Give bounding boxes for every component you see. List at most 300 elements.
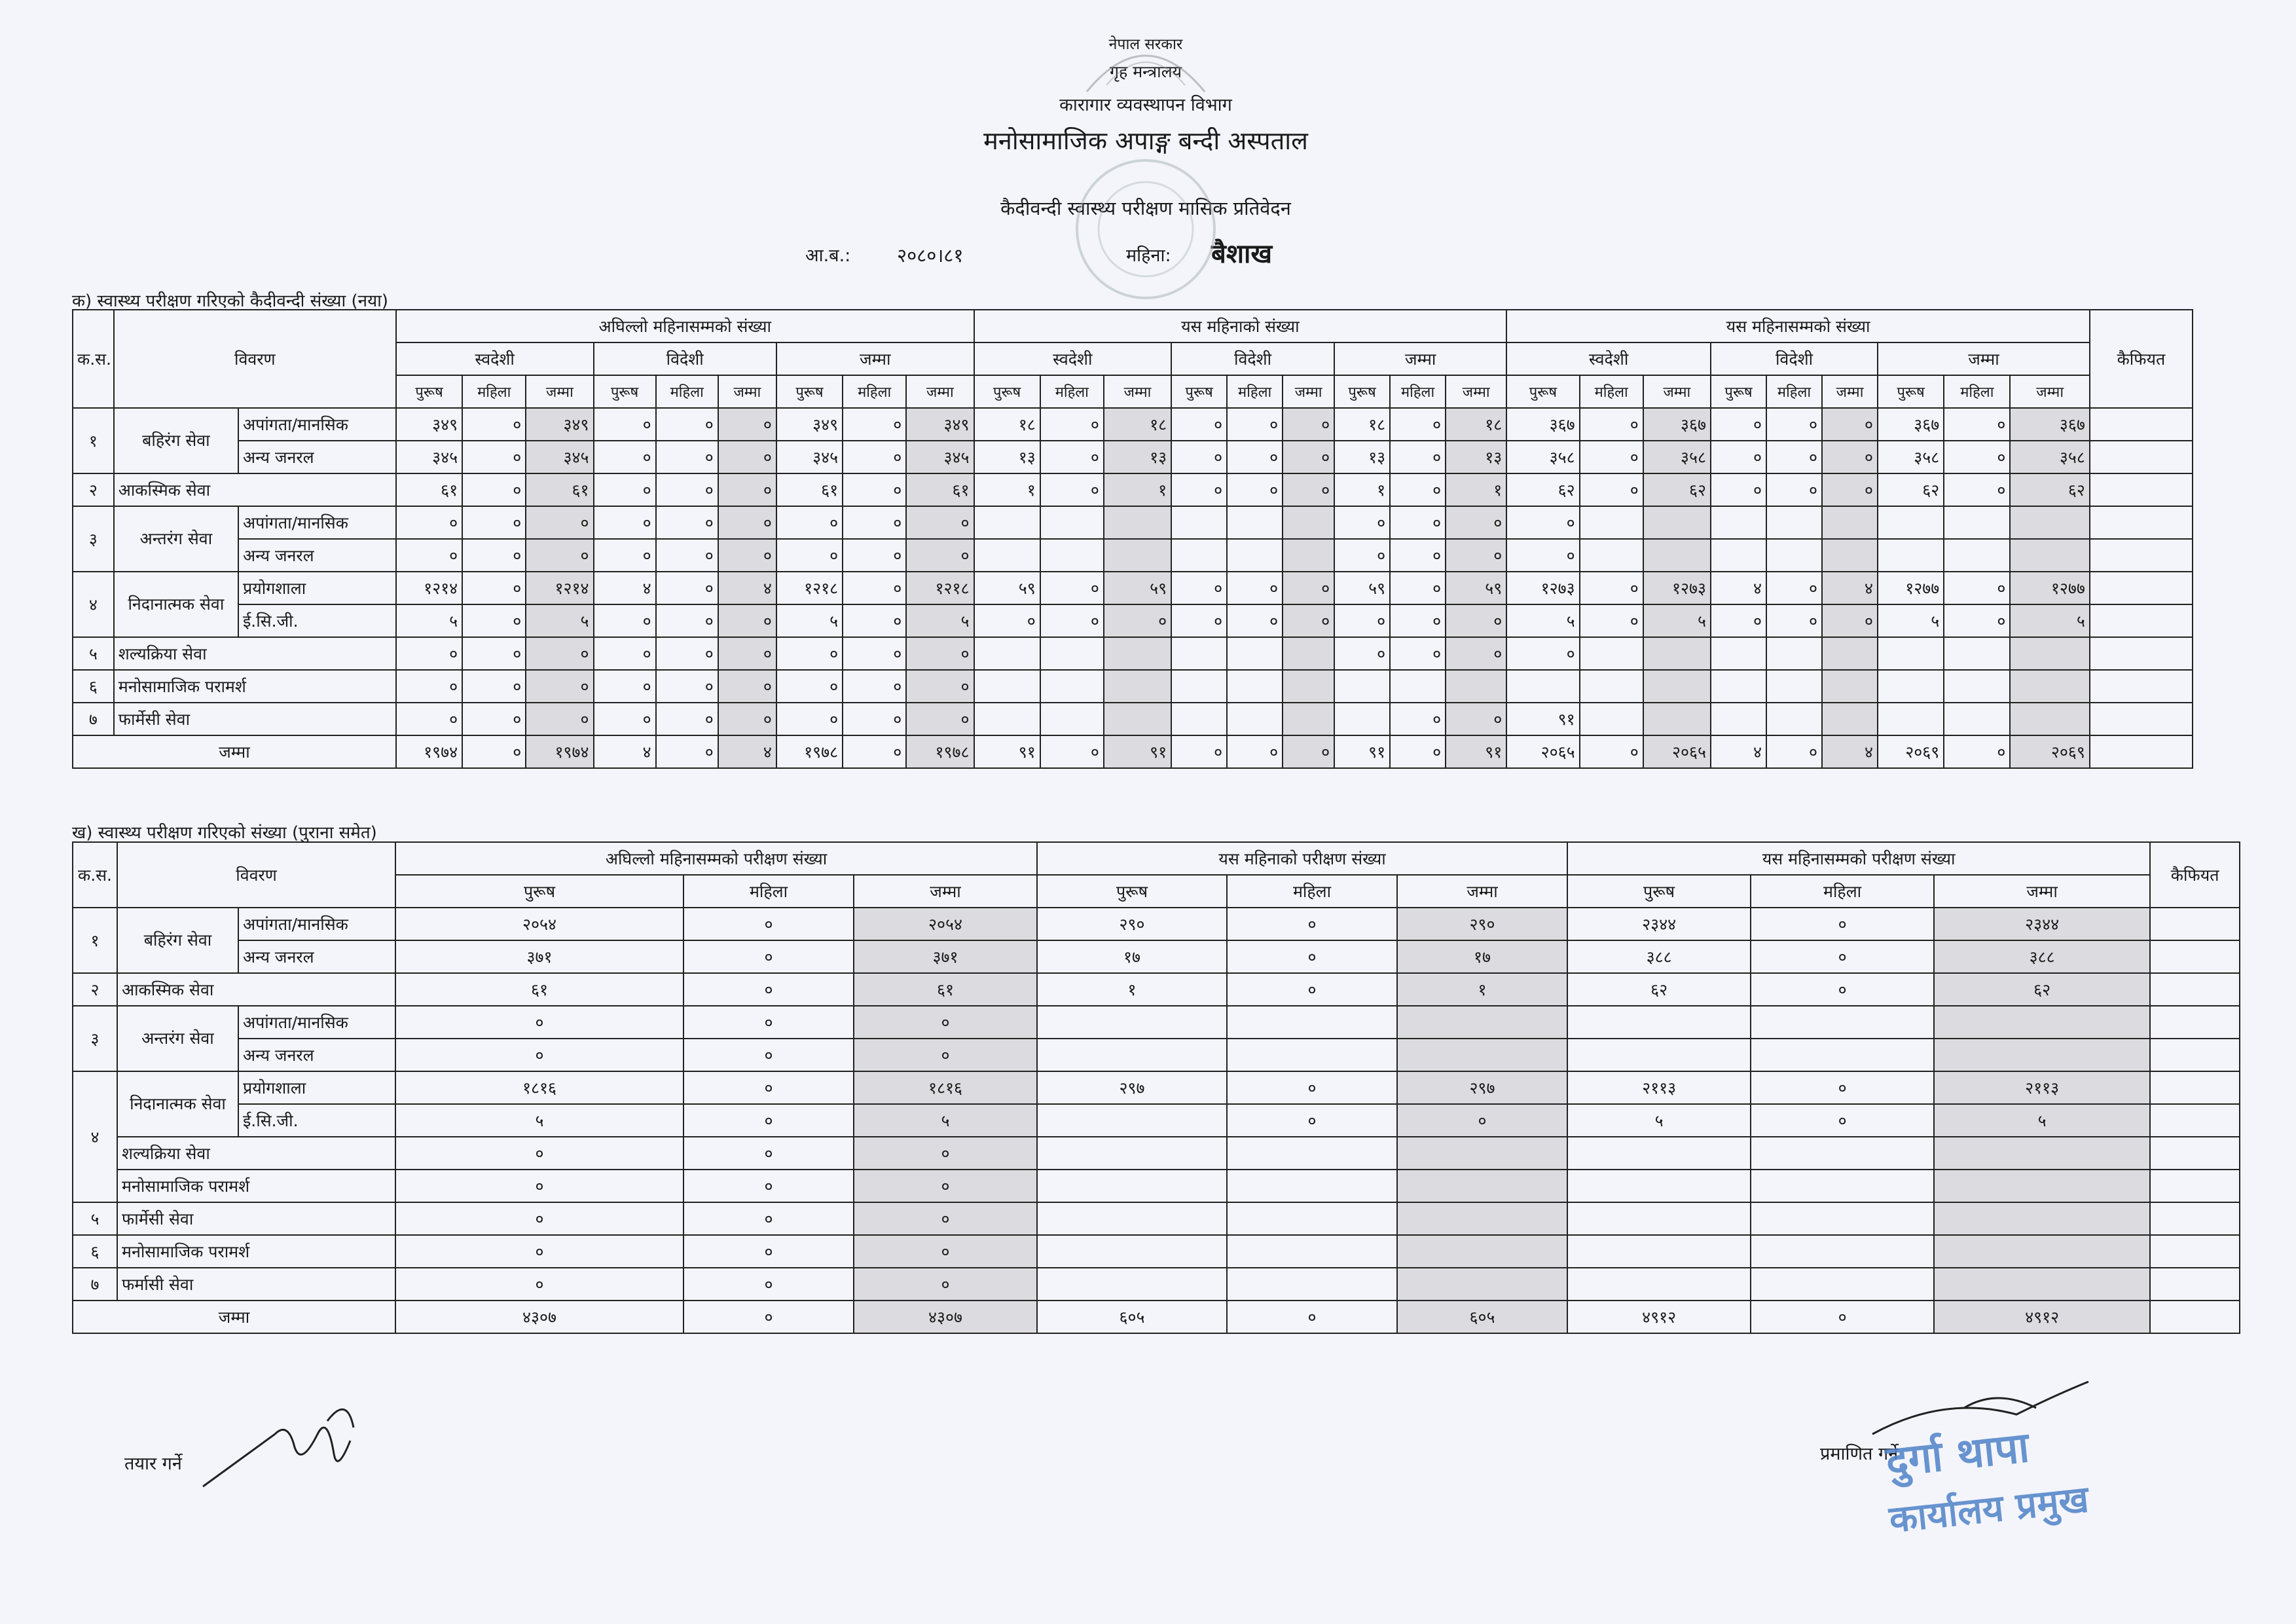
col-sn-header: क.स. [73, 310, 114, 408]
value-cell [1104, 670, 1171, 703]
remarks-cell [2150, 908, 2240, 940]
remarks-cell [2090, 735, 2193, 768]
total-cell: ९१ [1446, 735, 1506, 768]
value-cell: ० [718, 408, 776, 441]
value-cell [1822, 670, 1878, 703]
col-remarks-header: कैफियत [2150, 842, 2240, 908]
value-cell: ० [656, 604, 718, 637]
value-cell: १८१६ [854, 1071, 1037, 1104]
value-cell [1037, 1039, 1227, 1071]
row-main-label: मनोसामाजिक परामर्श [117, 1170, 395, 1202]
value-cell: १७ [1397, 940, 1567, 973]
value-cell: ० [1283, 441, 1334, 473]
value-cell: ० [1580, 473, 1643, 506]
header-row [73, 842, 2240, 875]
table-row [73, 1235, 2240, 1268]
row-sub-label: अपांगता/मानसिक [238, 1006, 395, 1039]
month-label: महिना: [1126, 246, 1171, 266]
emblem-icon [1061, 7, 1231, 105]
value-cell [1334, 670, 1390, 703]
total-cell: ० [1227, 735, 1283, 768]
value-cell [1567, 1235, 1751, 1268]
value-cell: १७ [1037, 940, 1227, 973]
value-cell: ३५८ [2010, 441, 2089, 473]
table-row [73, 539, 2193, 572]
value-cell: ० [1390, 604, 1446, 637]
value-cell: ० [843, 703, 906, 735]
total-cell: ० [656, 735, 718, 768]
value-cell: २९७ [1397, 1071, 1567, 1104]
value-cell [1227, 1006, 1397, 1039]
column-header: महिला [462, 375, 526, 408]
column-header: महिला [1227, 375, 1283, 408]
value-cell [1227, 1202, 1397, 1235]
value-cell [1766, 506, 1822, 539]
value-cell [1766, 637, 1822, 670]
remarks-cell [2090, 604, 2193, 637]
remarks-cell [2150, 1268, 2240, 1301]
table-row [73, 604, 2193, 637]
value-cell: ० [843, 506, 906, 539]
value-cell: ० [395, 1039, 683, 1071]
value-cell: १८ [1104, 408, 1171, 441]
group-header: अघिल्लो महिनासम्मको संख्या [396, 310, 974, 342]
row-sub-label: अन्य जनरल [238, 1039, 395, 1071]
value-cell: ० [1390, 506, 1446, 539]
row-sub-label: ई.सि.जी. [238, 1104, 395, 1137]
value-cell: ० [1822, 441, 1878, 473]
column-header: पुरूष [1037, 875, 1227, 908]
value-cell: ३४५ [776, 441, 843, 473]
remarks-cell [2090, 637, 2193, 670]
row-sub-label: अन्य जनरल [238, 539, 396, 572]
section-b-title: ख) स्वास्थ्य परीक्षण गरिएको संख्या (पुराना समेत) [72, 823, 377, 843]
value-cell [1227, 1235, 1397, 1268]
value-cell: ० [656, 572, 718, 604]
value-cell: ० [1390, 637, 1446, 670]
value-cell [1934, 1268, 2150, 1301]
value-cell: ० [854, 1202, 1037, 1235]
value-cell: ० [776, 637, 843, 670]
value-cell: ० [683, 1006, 854, 1039]
column-header: जम्मा [1104, 375, 1171, 408]
total-cell: ० [1283, 735, 1334, 768]
value-cell: ० [396, 703, 462, 735]
value-cell: ० [1040, 604, 1104, 637]
value-cell [1822, 506, 1878, 539]
value-cell [1040, 670, 1104, 703]
row-main-label: निदानात्मक सेवा [114, 572, 238, 637]
column-header: जम्मा [2010, 375, 2089, 408]
value-cell: ० [396, 670, 462, 703]
total-cell: १९७८ [776, 735, 843, 768]
value-cell: ० [1334, 637, 1390, 670]
table-row [73, 670, 2193, 703]
value-cell: ३६७ [1643, 408, 1711, 441]
value-cell: ० [1040, 572, 1104, 604]
value-cell: ० [1171, 408, 1227, 441]
value-cell: ० [718, 539, 776, 572]
value-cell: ० [1390, 473, 1446, 506]
value-cell: ० [1822, 604, 1878, 637]
value-cell: १३ [1334, 441, 1390, 473]
value-cell: ० [1390, 408, 1446, 441]
table-row [73, 703, 2193, 735]
value-cell: ६२ [1506, 473, 1579, 506]
subgroup-header: स्वदेशी [974, 342, 1172, 375]
value-cell: १२१८ [776, 572, 843, 604]
value-cell: ५९ [1446, 572, 1506, 604]
value-cell [1037, 1235, 1227, 1268]
value-cell: ० [462, 670, 526, 703]
value-cell: ० [1283, 572, 1334, 604]
remarks-cell [2090, 441, 2193, 473]
value-cell: ० [776, 703, 843, 735]
total-cell: ४ [1711, 735, 1766, 768]
value-cell: ० [718, 670, 776, 703]
value-cell [1751, 1137, 1934, 1170]
value-cell: ० [1283, 408, 1334, 441]
value-cell: ० [462, 539, 526, 572]
value-cell: ० [1104, 604, 1171, 637]
value-cell: ० [1446, 703, 1506, 735]
row-sub-label: अन्य जनरल [238, 441, 396, 473]
group-header: यस महिनासम्मको परीक्षण संख्या [1567, 842, 2150, 875]
column-header: पुरूष [1334, 375, 1390, 408]
total-cell: २०६९ [2010, 735, 2089, 768]
row-main-label: निदानात्मक सेवा [117, 1071, 238, 1137]
row-sn: ३ [73, 506, 114, 572]
value-cell: ० [656, 441, 718, 473]
value-cell [1227, 1039, 1397, 1071]
value-cell [1283, 506, 1334, 539]
value-cell [1171, 637, 1227, 670]
value-cell [974, 539, 1040, 572]
value-cell: ० [718, 703, 776, 735]
column-header: महिला [1580, 375, 1643, 408]
value-cell [1567, 1137, 1751, 1170]
table-row [73, 1104, 2240, 1137]
remarks-cell [2150, 1235, 2240, 1268]
remarks-cell [2150, 1006, 2240, 1039]
value-cell: ० [462, 703, 526, 735]
value-cell: ५ [1567, 1104, 1751, 1137]
value-cell: ५ [395, 1104, 683, 1137]
value-cell: ० [396, 637, 462, 670]
table-row [73, 1268, 2240, 1301]
col-remarks-header: कैफियत [2090, 310, 2193, 408]
value-cell: ० [974, 604, 1040, 637]
value-cell: ० [854, 1006, 1037, 1039]
value-cell: ० [906, 637, 974, 670]
value-cell [1397, 1006, 1567, 1039]
value-cell: ० [1446, 539, 1506, 572]
value-cell [1711, 703, 1766, 735]
value-cell: ० [462, 637, 526, 670]
value-cell: ० [776, 670, 843, 703]
value-cell: ० [1040, 408, 1104, 441]
total-cell: ० [1390, 735, 1446, 768]
subgroup-header: स्वदेशी [396, 342, 594, 375]
value-cell: ५ [906, 604, 974, 637]
value-cell: ३४५ [906, 441, 974, 473]
row-sn: ५ [73, 1202, 117, 1235]
value-cell: ० [1751, 908, 1934, 940]
value-cell [1397, 1202, 1567, 1235]
group-header: अघिल्लो महिनासम्मको परीक्षण संख्या [395, 842, 1037, 875]
govt-label: नेपाल सरकार [1108, 36, 1183, 53]
value-cell: ० [843, 572, 906, 604]
value-cell: ४ [1711, 572, 1766, 604]
value-cell: ० [1334, 604, 1390, 637]
total-cell: ४९१२ [1934, 1301, 2150, 1333]
value-cell [1040, 539, 1104, 572]
column-header: महिला [1040, 375, 1104, 408]
value-cell: ० [1822, 408, 1878, 441]
value-cell: ३४५ [396, 441, 462, 473]
value-cell [1766, 670, 1822, 703]
value-cell: ० [683, 1202, 854, 1235]
value-cell: ० [1766, 572, 1822, 604]
value-cell: ० [594, 473, 656, 506]
value-cell [1040, 506, 1104, 539]
value-cell: ० [843, 473, 906, 506]
remarks-cell [2150, 1137, 2240, 1170]
value-cell [1944, 506, 2010, 539]
value-cell: २९७ [1037, 1071, 1227, 1104]
value-cell: ० [1040, 441, 1104, 473]
column-header: पुरूष [1506, 375, 1579, 408]
value-cell: ३४९ [906, 408, 974, 441]
value-cell: ० [683, 973, 854, 1006]
value-cell [1037, 1104, 1227, 1137]
value-cell: ६२ [1567, 973, 1751, 1006]
value-cell: ० [1283, 604, 1334, 637]
total-cell: ० [1171, 735, 1227, 768]
value-cell [1037, 1006, 1227, 1039]
table-row [73, 1071, 2240, 1104]
column-header: पुरूष [396, 375, 462, 408]
value-cell [1878, 703, 1944, 735]
row-sub-label: अपांगता/मानसिक [238, 506, 396, 539]
value-cell: ३५८ [1643, 441, 1711, 473]
total-cell: ० [1944, 735, 2010, 768]
value-cell: ० [1227, 973, 1397, 1006]
total-cell: २०६९ [1878, 735, 1944, 768]
remarks-cell [2150, 940, 2240, 973]
section-b-table [72, 841, 2240, 1334]
table-row [73, 572, 2193, 604]
value-cell [1878, 539, 1944, 572]
value-cell: ० [683, 1268, 854, 1301]
table-row [73, 1170, 2240, 1202]
value-cell [1934, 1006, 2150, 1039]
value-cell [1643, 539, 1711, 572]
value-cell [1822, 539, 1878, 572]
value-cell [1751, 1039, 1934, 1071]
value-cell: ५९ [1104, 572, 1171, 604]
value-cell: ० [594, 670, 656, 703]
value-cell [1037, 1268, 1227, 1301]
value-cell: ० [843, 637, 906, 670]
approved-by-label: प्रमाणित गर्ने [1820, 1444, 1899, 1464]
value-cell [1643, 637, 1711, 670]
ministry-label: गृह मन्त्रालय [1109, 62, 1182, 81]
value-cell [1227, 670, 1283, 703]
value-cell: ० [462, 572, 526, 604]
value-cell: ० [1751, 940, 1934, 973]
table-row [73, 408, 2193, 441]
value-cell: ० [1580, 408, 1643, 441]
value-cell [1037, 1202, 1227, 1235]
value-cell: ० [906, 670, 974, 703]
value-cell: ३७१ [854, 940, 1037, 973]
total-cell: ० [1227, 1301, 1397, 1333]
value-cell: १ [974, 473, 1040, 506]
value-cell: २९० [1037, 908, 1227, 940]
remarks-cell [2090, 539, 2193, 572]
value-cell: ० [1580, 604, 1643, 637]
column-header: पुरूष [395, 875, 683, 908]
total-cell: ० [1766, 735, 1822, 768]
total-cell: ० [1580, 735, 1643, 768]
value-cell: ० [1390, 572, 1446, 604]
value-cell: ६२ [2010, 473, 2089, 506]
value-cell [1934, 1137, 2150, 1170]
total-row [73, 735, 2193, 768]
value-cell: ० [594, 637, 656, 670]
value-cell: ५ [1506, 604, 1579, 637]
value-cell [1446, 670, 1506, 703]
value-cell [1580, 637, 1643, 670]
value-cell: २३४४ [1567, 908, 1751, 940]
value-cell: २९० [1397, 908, 1567, 940]
value-cell: ० [1227, 441, 1283, 473]
value-cell: ० [395, 1268, 683, 1301]
value-cell: ३४५ [526, 441, 593, 473]
row-sn: २ [73, 473, 114, 506]
row-sub-label: प्रयोगशाला [238, 1071, 395, 1104]
value-cell: १२१८ [906, 572, 974, 604]
value-cell [1227, 1137, 1397, 1170]
row-sub-label: अन्य जनरल [238, 940, 395, 973]
value-cell: ४ [718, 572, 776, 604]
total-cell: ९१ [1104, 735, 1171, 768]
value-cell: ० [1944, 572, 2010, 604]
column-header: पुरूष [1878, 375, 1944, 408]
value-cell: ० [594, 604, 656, 637]
value-cell: ० [683, 908, 854, 940]
column-header: महिला [1766, 375, 1822, 408]
value-cell: ० [462, 506, 526, 539]
row-main-label: अन्तरंग सेवा [117, 1006, 238, 1071]
value-cell: ३६७ [2010, 408, 2089, 441]
value-cell: ० [396, 539, 462, 572]
value-cell [1227, 637, 1283, 670]
value-cell [1934, 1202, 2150, 1235]
value-cell: ० [1397, 1104, 1567, 1137]
value-cell: ० [1944, 473, 2010, 506]
row-main-label: फार्मेसी सेवा [117, 1202, 395, 1235]
total-cell: ९१ [1334, 735, 1390, 768]
column-header: पुरूष [974, 375, 1040, 408]
value-cell: २११३ [1567, 1071, 1751, 1104]
value-cell: ० [683, 1071, 854, 1104]
month-value: बैशाख [1211, 239, 1273, 269]
value-cell [1506, 670, 1579, 703]
value-cell: ४ [1822, 572, 1878, 604]
remarks-cell [2150, 1039, 2240, 1071]
value-cell: ३४९ [776, 408, 843, 441]
value-cell [974, 703, 1040, 735]
value-cell: ० [1171, 572, 1227, 604]
table-row [73, 1039, 2240, 1071]
value-cell [1567, 1170, 1751, 1202]
value-cell: ० [594, 703, 656, 735]
value-cell: ५ [1878, 604, 1944, 637]
value-cell [1227, 539, 1283, 572]
value-cell: ० [718, 637, 776, 670]
value-cell: ० [656, 408, 718, 441]
value-cell: ० [594, 506, 656, 539]
value-cell: ० [906, 539, 974, 572]
fiscal-year-value: २०८०।८१ [897, 244, 964, 267]
remarks-cell [2150, 1202, 2240, 1235]
value-cell: १८ [1446, 408, 1506, 441]
value-cell: ० [683, 940, 854, 973]
value-cell: ५९ [974, 572, 1040, 604]
row-sn: २ [73, 973, 117, 1006]
value-cell: ० [1944, 604, 2010, 637]
value-cell [2010, 670, 2089, 703]
value-cell: १३ [974, 441, 1040, 473]
value-cell: ६१ [854, 973, 1037, 1006]
value-cell: ० [395, 1170, 683, 1202]
remarks-cell [2090, 572, 2193, 604]
value-cell: ० [395, 1006, 683, 1039]
value-cell [1766, 703, 1822, 735]
column-header: जम्मा [718, 375, 776, 408]
value-cell: १२७७ [2010, 572, 2089, 604]
row-main-label: आकस्मिक सेवा [114, 473, 396, 506]
total-cell: ० [462, 735, 526, 768]
value-cell: ० [656, 539, 718, 572]
value-cell [2010, 703, 2089, 735]
value-cell [2010, 637, 2089, 670]
value-cell: ३५८ [1506, 441, 1579, 473]
value-cell: ० [1227, 1104, 1397, 1137]
value-cell: ० [683, 1104, 854, 1137]
total-label: जम्मा [73, 1301, 395, 1333]
value-cell [1397, 1235, 1567, 1268]
value-cell: १२७३ [1643, 572, 1711, 604]
value-cell [1934, 1039, 2150, 1071]
value-cell [1397, 1170, 1567, 1202]
value-cell [1944, 703, 2010, 735]
value-cell: ० [776, 506, 843, 539]
office-seal-icon [1021, 151, 1273, 314]
total-cell: ४३०७ [854, 1301, 1037, 1333]
value-cell [1397, 1137, 1567, 1170]
table-row [73, 1006, 2240, 1039]
value-cell: ० [683, 1170, 854, 1202]
value-cell: ० [854, 1170, 1037, 1202]
value-cell [1104, 637, 1171, 670]
total-cell: ४९१२ [1567, 1301, 1751, 1333]
value-cell [2010, 539, 2089, 572]
col-desc-header: विवरण [117, 842, 395, 908]
total-cell: ० [1751, 1301, 1934, 1333]
